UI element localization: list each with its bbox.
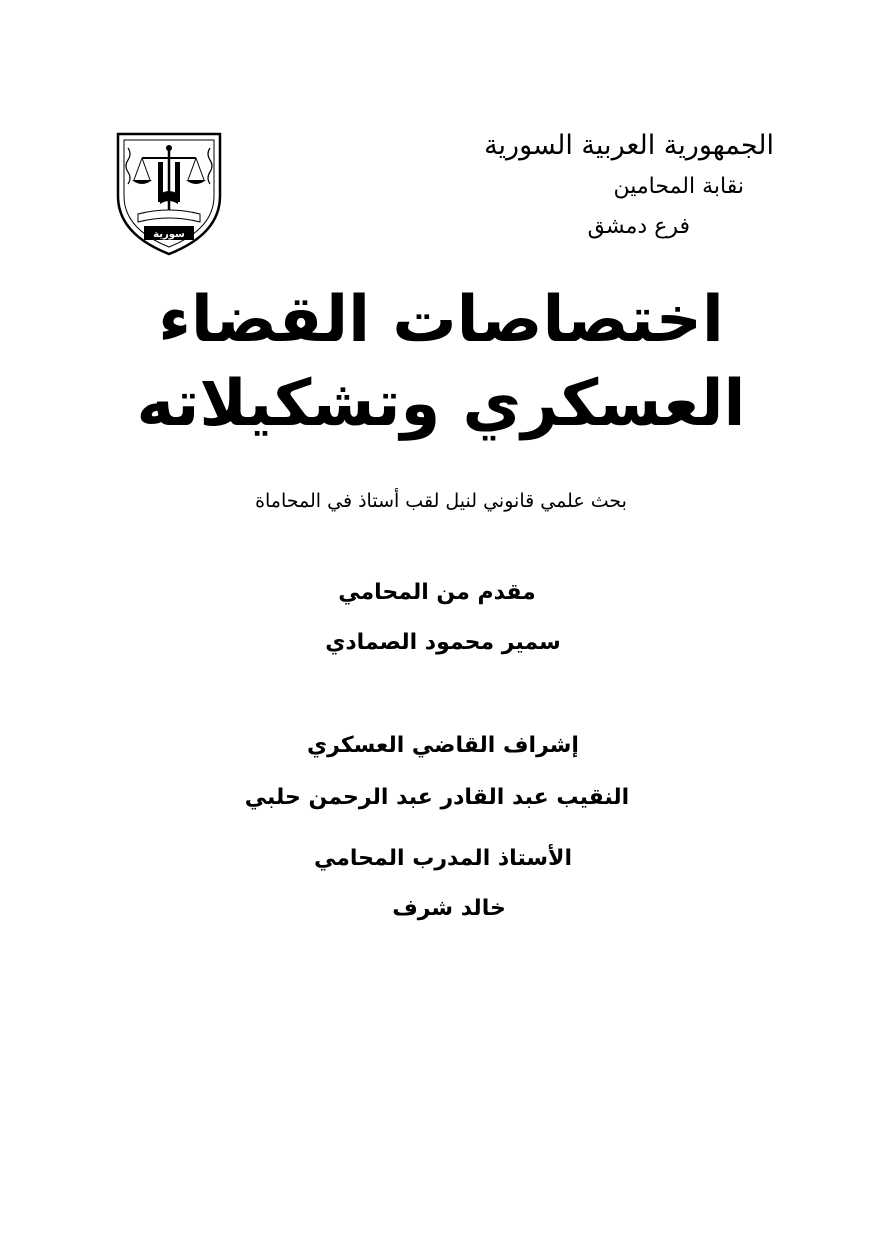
subtitle: بحث علمي قانوني لنيل لقب أستاذ في المحاماة <box>255 490 627 512</box>
trainer-name: خالد شرف <box>392 896 506 921</box>
supervisor-label: إشراف القاضي العسكري <box>307 733 579 758</box>
presented-by-label: مقدم من المحامي <box>338 580 536 605</box>
emblem-text: سورية <box>153 229 185 240</box>
header-branch: فرع دمشق <box>587 214 690 239</box>
bar-association-emblem-icon <box>112 126 226 258</box>
title-line-2: العسكري وتشكيلاته <box>136 367 746 441</box>
supervisor-name: النقيب عبد القادر عبد الرحمن حلبي <box>244 785 630 810</box>
trainer-label: الأستاذ المدرب المحامي <box>314 846 572 871</box>
header-organization: نقابة المحامين <box>613 174 744 199</box>
presented-by-name: سمير محمود الصمادي <box>325 630 561 655</box>
header-country: الجمهورية العربية السورية <box>484 130 774 161</box>
title-line-1: اختصاصات القضاء <box>158 283 724 357</box>
